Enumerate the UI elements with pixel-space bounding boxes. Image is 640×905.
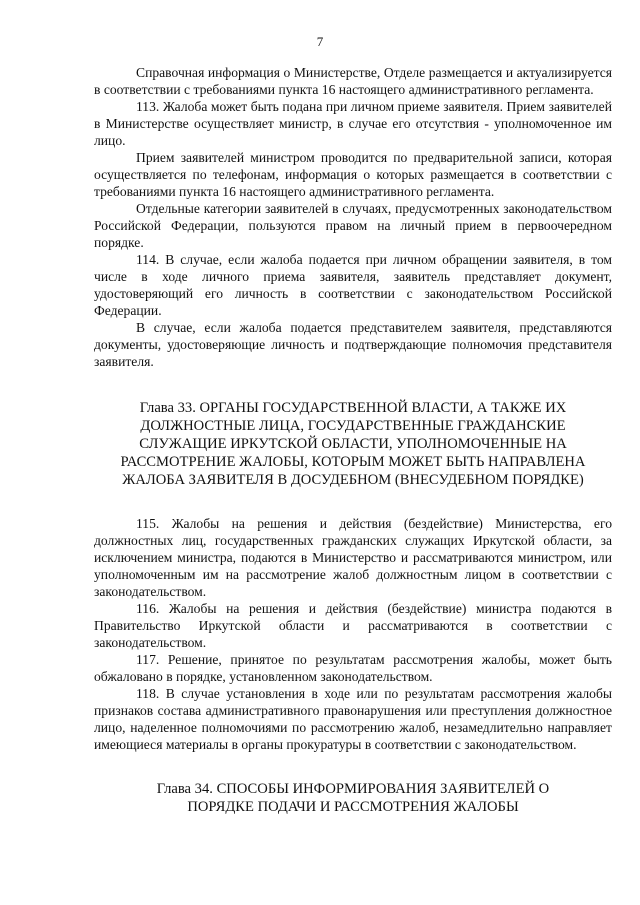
paragraph-117: 117. Решение, принятое по результатам рассмотрения жалобы, может быть обжаловано в порядке, установленном законодательством. (94, 652, 612, 684)
page-number: 7 (316, 34, 324, 49)
paragraph-118: 118. В случае установления в ходе или по результатам рассмотрения жалобы признаков состава административного правонарушения или преступления должностное лицо, наделенное полномочиями по рассмотрению жалоб, незамедлительно направляет имеющиеся материалы в органы прокуратуры в соответствии с законодательством. (94, 686, 612, 752)
paragraph-116: 116. Жалобы на решения и действия (бездействие) министра подаются в Правительство Иркутской области и рассматриваются в соответствии с законодательством. (94, 601, 612, 650)
paragraph-114: 114. В случае, если жалоба подается при личном обращении заявителя, в том числе в ходе личного приема заявителя, заявитель представляет документ, удостоверяющий его личность в соответствии с законодательством Российской Федерации. (94, 252, 612, 318)
paragraph-113: 113. Жалоба может быть подана при личном приеме заявителя. Прием заявителей в Министерстве осуществляет министр, в случае его отсутствия - уполномоченное им лицо. (94, 99, 612, 148)
paragraph-representative: В случае, если жалоба подается представителем заявителя, представляются документы, удостоверяющие личность и подтверждающие полномочия представителя заявителя. (94, 320, 612, 369)
document-body (94, 64, 612, 816)
paragraph-reception-by-appointment: Прием заявителей министром проводится по предварительной записи, которая осуществляется по телефонам, информация о которых размещается в соответствии с требованиями пункта 16 настоящего административного регламента. (94, 150, 612, 199)
paragraph-priority-reception: Отдельные категории заявителей в случаях, предусмотренных законодательством Российской Федерации, пользуются правом на личный прием в первоочередном порядке. (94, 201, 612, 250)
chapter-33-heading: Глава 33. ОРГАНЫ ГОСУДАРСТВЕННОЙ ВЛАСТИ, А ТАКЖЕ ИХ ДОЛЖНОСТНЫЕ ЛИЦА, ГОСУДАРСТВЕННЫЕ ГРАЖДАНСКИЕ СЛУЖАЩИЕ ИРКУТСКОЙ ОБЛАСТИ, УПОЛНОМОЧЕННЫЕ НА РАССМОТРЕНИЕ ЖАЛОБЫ, КОТОРЫМ МОЖЕТ БЫТЬ НАПРАВЛЕНА ЖАЛОБА ЗАЯВИТЕЛЯ В ДОСУДЕБНОМ (ВНЕСУДЕБНОМ ПОРЯДКЕ) (120, 400, 586, 488)
paragraph-reference-info: Справочная информация о Министерстве, Отделе размещается и актуализируется в соответствии с требованиями пункта 16 настоящего административного регламента. (94, 65, 612, 97)
chapter-34-heading: Глава 34. СПОСОБЫ ИНФОРМИРОВАНИЯ ЗАЯВИТЕЛЕЙ О ПОРЯДКЕ ПОДАЧИ И РАССМОТРЕНИЯ ЖАЛОБЫ (156, 781, 550, 815)
paragraph-115: 115. Жалобы на решения и действия (бездействие) Министерства, его должностных лиц, государственных гражданских служащих Иркутской области, за исключением министра, подаются в Министерство и рассматриваются министром, или уполномоченным им на рассмотрение жалоб должностным лицом в соответствии с законодательством. (94, 516, 612, 599)
